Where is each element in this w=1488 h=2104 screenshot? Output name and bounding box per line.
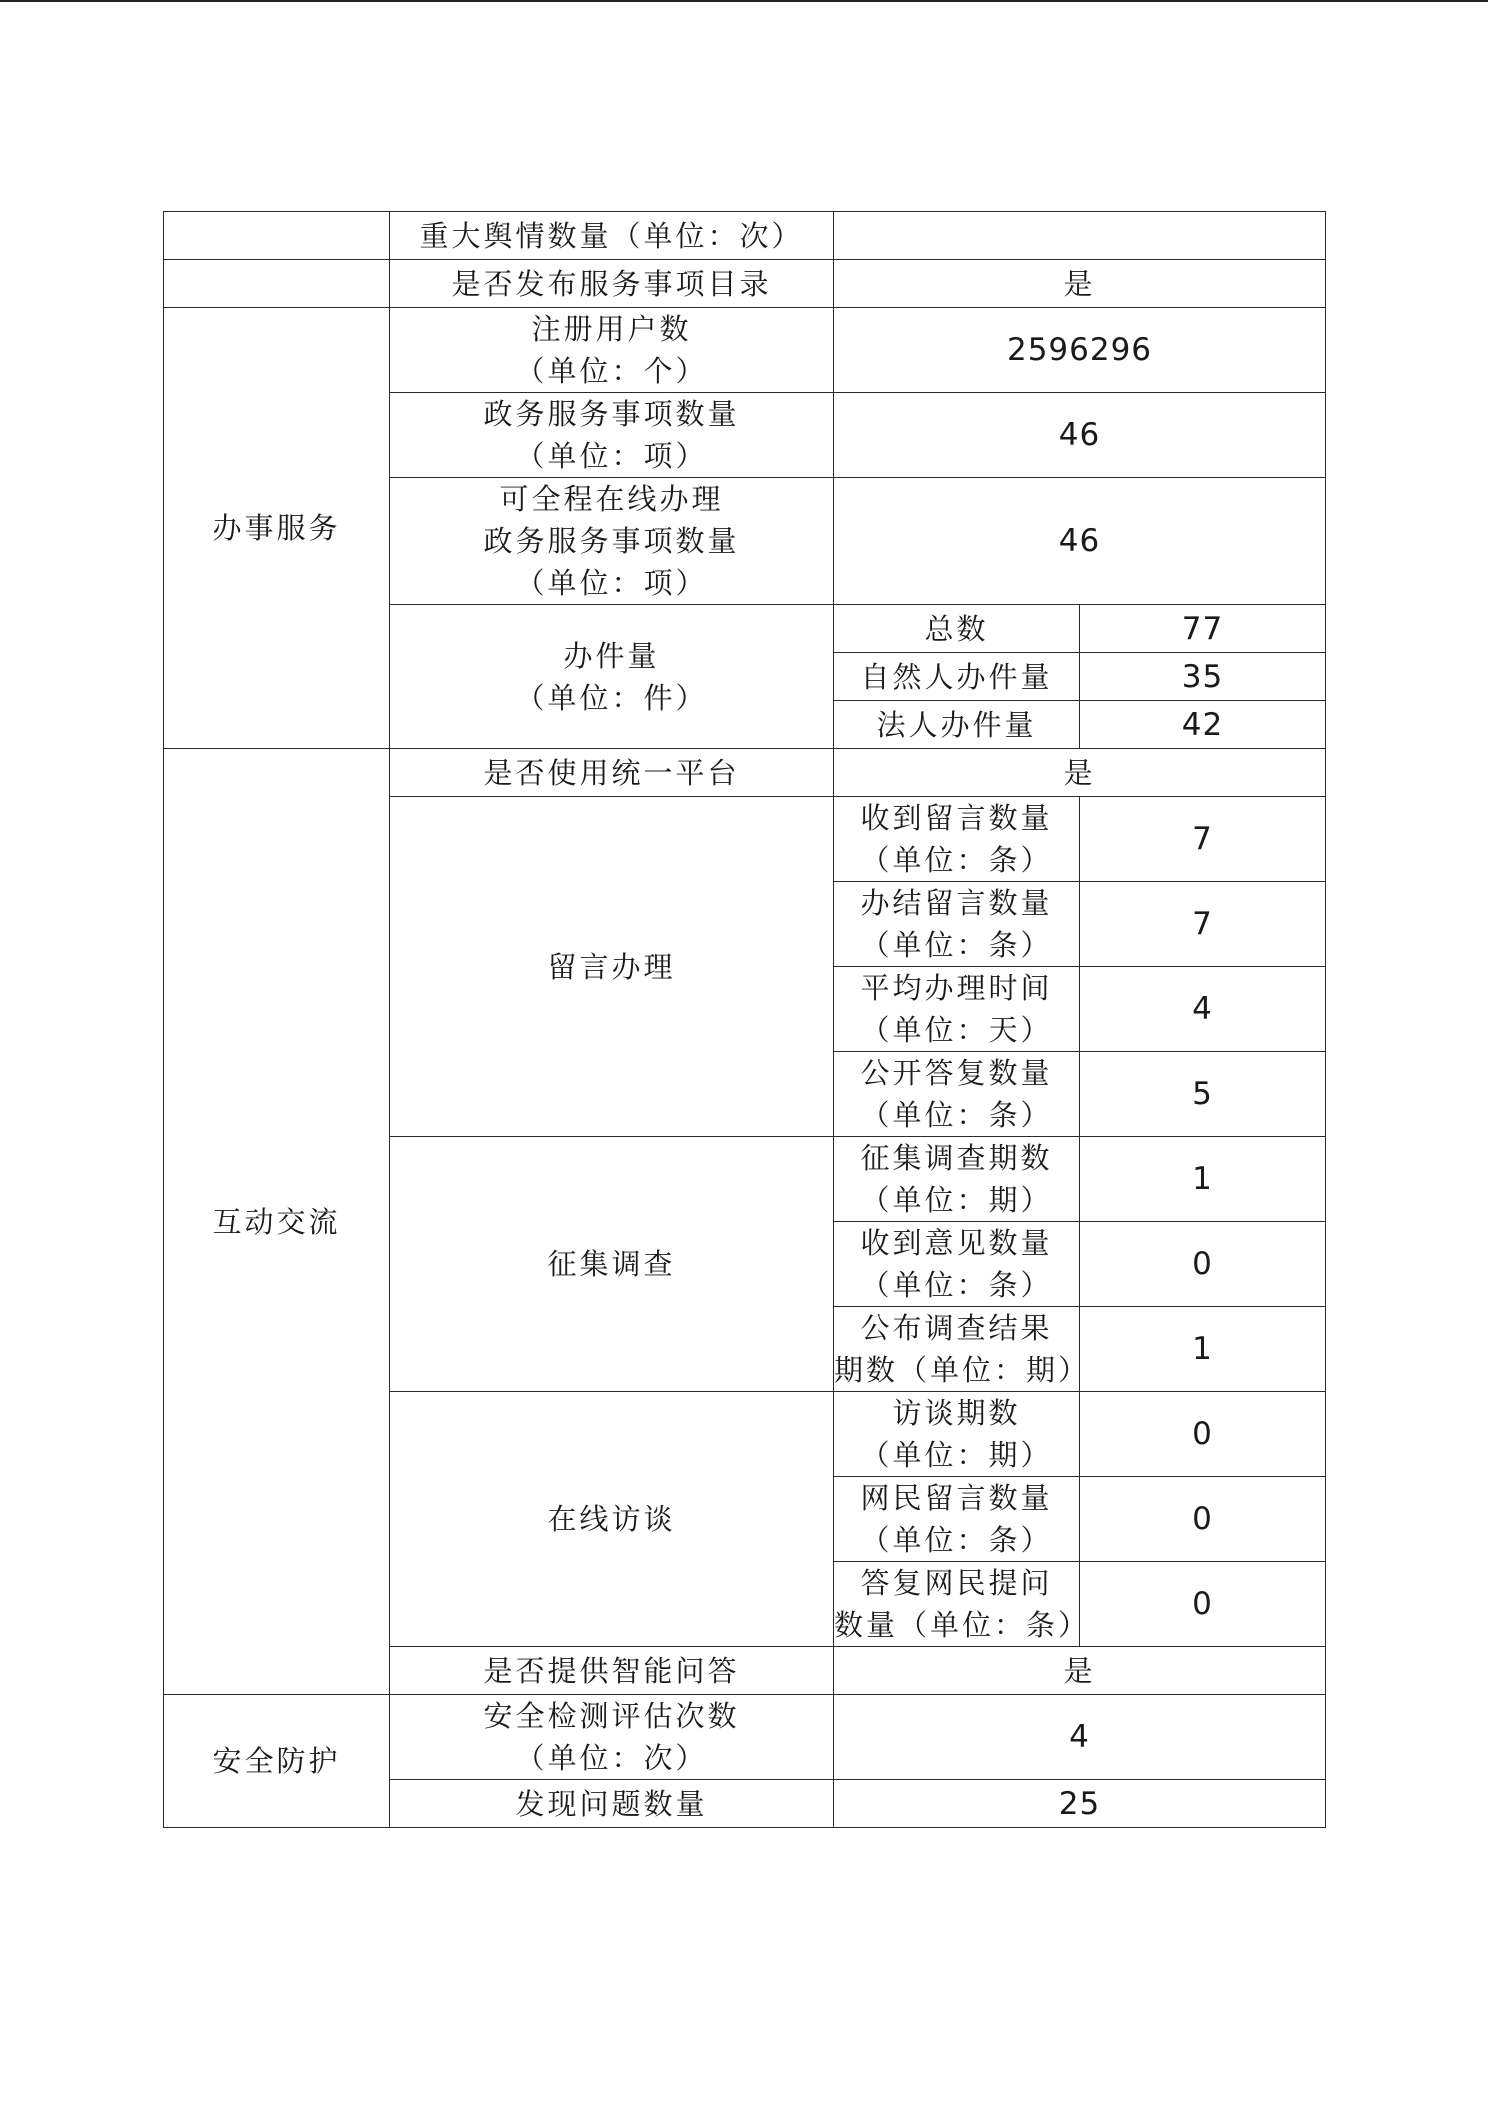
row-value: 2596296 bbox=[834, 308, 1326, 393]
label-line: 政务服务事项数量 bbox=[483, 397, 740, 431]
label-unit: （单位：件） bbox=[515, 680, 708, 715]
row-label: 重大舆情数量（单位：次） bbox=[390, 212, 834, 260]
row-value bbox=[834, 212, 1326, 260]
sub-label: 自然人办件量 bbox=[834, 653, 1080, 701]
sub-value: 7 bbox=[1080, 797, 1326, 882]
row-label: 发现问题数量 bbox=[390, 1780, 834, 1828]
label-line: 平均办理时间 bbox=[860, 971, 1053, 1005]
label-unit: （单位：天） bbox=[860, 1013, 1053, 1047]
row-value: 46 bbox=[834, 478, 1326, 605]
label-line: 安全检测评估次数 bbox=[483, 1699, 740, 1733]
sub-label bbox=[834, 1392, 1080, 1477]
label-unit: （单位：条） bbox=[860, 1098, 1053, 1132]
label-unit: （单位：期） bbox=[860, 1438, 1053, 1472]
sub-label bbox=[834, 1052, 1080, 1137]
section-cell-empty bbox=[164, 260, 390, 308]
label-line: 征集调查期数 bbox=[860, 1141, 1053, 1175]
label-line: 网民留言数量 bbox=[860, 1481, 1053, 1515]
label-line: 公开答复数量 bbox=[860, 1056, 1053, 1090]
label-line: 注册用户数 bbox=[531, 312, 692, 346]
label-unit: （单位：项） bbox=[515, 439, 708, 473]
sub-label bbox=[834, 1562, 1091, 1647]
label-line: 办件量 bbox=[563, 638, 660, 673]
sub-label bbox=[834, 967, 1080, 1052]
row-major-public-opinion bbox=[164, 212, 1326, 260]
sub-value: 4 bbox=[1080, 967, 1326, 1052]
label-unit: （单位：次） bbox=[515, 1741, 708, 1775]
row-value: 46 bbox=[834, 393, 1326, 478]
row-label: 是否提供智能问答 bbox=[390, 1647, 834, 1695]
label-line: 访谈期数 bbox=[892, 1396, 1021, 1430]
sub-value: 1 bbox=[1080, 1307, 1326, 1392]
row-value: 4 bbox=[834, 1695, 1326, 1780]
row-value: 是 bbox=[834, 1647, 1326, 1695]
label-unit: （单位：项） bbox=[515, 566, 708, 600]
row-label bbox=[390, 308, 834, 393]
label-line: 可全程在线办理 bbox=[499, 482, 724, 516]
row-label: 征集调查 bbox=[390, 1137, 834, 1392]
label-unit: （单位：条） bbox=[860, 1268, 1053, 1302]
section-cell-empty bbox=[164, 212, 390, 260]
row-value: 是 bbox=[834, 260, 1326, 308]
row-label: 是否发布服务事项目录 bbox=[390, 260, 834, 308]
row-service-catalog bbox=[164, 260, 1326, 308]
sub-label bbox=[834, 882, 1080, 967]
label-line: 收到留言数量 bbox=[860, 801, 1053, 835]
sub-label bbox=[834, 1137, 1080, 1222]
row-label bbox=[390, 605, 834, 749]
label-line: 公布调查结果 bbox=[860, 1311, 1053, 1345]
sub-value: 7 bbox=[1080, 882, 1326, 967]
row-label: 在线访谈 bbox=[390, 1392, 834, 1647]
row-value: 25 bbox=[834, 1780, 1326, 1828]
sub-label: 法人办件量 bbox=[834, 701, 1080, 749]
label-line: 收到意见数量 bbox=[860, 1226, 1053, 1260]
sub-value: 42 bbox=[1080, 701, 1326, 749]
sub-label bbox=[834, 1307, 1091, 1392]
label-unit: （单位：期） bbox=[860, 1183, 1053, 1217]
row-label: 是否使用统一平台 bbox=[390, 749, 834, 797]
section-label: 安全防护 bbox=[164, 1695, 390, 1828]
sub-label bbox=[834, 797, 1080, 882]
sub-label bbox=[834, 1477, 1080, 1562]
label-unit: （单位：条） bbox=[860, 843, 1053, 877]
section-label: 办事服务 bbox=[164, 308, 390, 749]
row-label bbox=[390, 478, 834, 605]
row-unified-platform bbox=[164, 749, 1326, 797]
label-unit: 期数（单位：期） bbox=[834, 1353, 1091, 1387]
sub-value: 0 bbox=[1080, 1562, 1326, 1647]
sub-value: 1 bbox=[1080, 1137, 1326, 1222]
sub-value: 0 bbox=[1080, 1477, 1326, 1562]
row-security-checks bbox=[164, 1695, 1326, 1780]
label-unit: 数量（单位：条） bbox=[834, 1608, 1091, 1642]
label-line: 办结留言数量 bbox=[860, 886, 1053, 920]
row-label bbox=[390, 393, 834, 478]
label-unit: （单位：条） bbox=[860, 928, 1053, 962]
sub-value: 0 bbox=[1080, 1222, 1326, 1307]
statistics-table bbox=[163, 211, 1326, 1828]
sub-label bbox=[834, 1222, 1080, 1307]
row-value: 是 bbox=[834, 749, 1326, 797]
section-label: 互动交流 bbox=[164, 749, 390, 1695]
sub-value: 5 bbox=[1080, 1052, 1326, 1137]
sub-value: 0 bbox=[1080, 1392, 1326, 1477]
row-label: 留言办理 bbox=[390, 797, 834, 1137]
label-unit: （单位：个） bbox=[515, 354, 708, 388]
row-label bbox=[390, 1695, 834, 1780]
sub-label: 总数 bbox=[834, 605, 1080, 653]
row-registered-users bbox=[164, 308, 1326, 393]
label-line: 答复网民提问 bbox=[860, 1566, 1053, 1600]
sub-value: 77 bbox=[1080, 605, 1326, 653]
page-top-rule bbox=[0, 0, 1488, 2]
label-line: 政务服务事项数量 bbox=[483, 524, 740, 558]
label-unit: （单位：条） bbox=[860, 1523, 1053, 1557]
sub-value: 35 bbox=[1080, 653, 1326, 701]
